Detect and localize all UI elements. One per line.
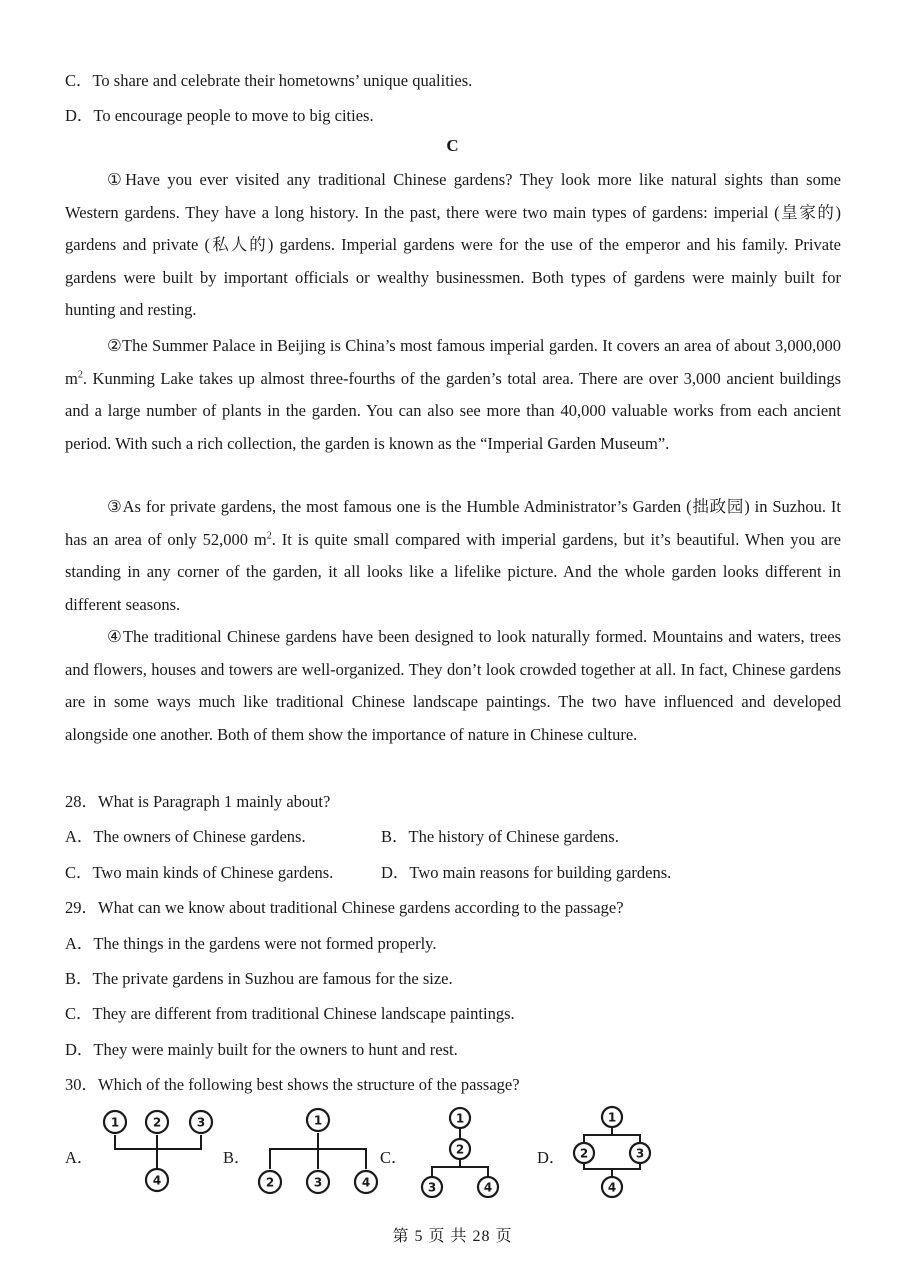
diagram-d-node-3 (630, 1143, 650, 1163)
q29-stem: 29．What can we know about traditional Chinese gardens according to the passage? (65, 898, 624, 917)
paragraph-1: ①Have you ever visited any traditional Chinese gardens? They look more like natural sights than some Western gardens. They have a long history. In the past, there were two main types of gardens: imperial (皇家的) gardens and private (私人的) gardens. Imperial gardens were for the use of the emperor and his family. Private gardens were built by important officials or wealthy businessmen. Both types of gardens were mainly built for hunting and resting. (65, 170, 841, 320)
paragraph-2-text-b: . Kunming Lake takes up almost three-fourths of the garden’s total area. There are over 3,000 ancient buildings and a large number of plants in the garden. You can also see more than 40,000 valuable works from each ancient period. With such a rich collection, the garden is known as the “Imperial Garden Museum”. (65, 368, 841, 453)
diagram-a-node-3 (190, 1111, 212, 1133)
q28-option-b: B．The history of Chinese gardens. (381, 827, 619, 846)
diagram-b-node-4 (355, 1171, 377, 1193)
q28-stem: 28．What is Paragraph 1 mainly about? (65, 792, 331, 811)
paragraph-2 (65, 330, 841, 460)
svg-text:2: 2 (455, 1142, 465, 1157)
paragraph-3-text-a: ③As for private gardens, the most famous one is the Humble Administrator’s Garden (拙政园) in Suzhou. It has an area of only 52,000 m (65, 497, 841, 549)
q29-option-a: A．The things in the gardens were not formed properly. (65, 934, 437, 953)
q28-option-a: A．The owners of Chinese gardens. (65, 827, 306, 846)
q30-label-d: D． (537, 1148, 566, 1167)
diagram-c-node-4 (478, 1177, 498, 1197)
paragraph-3 (65, 491, 841, 621)
prev-option-d: D．To encourage people to move to big cities. (65, 106, 374, 125)
svg-text:4: 4 (361, 1175, 371, 1190)
q28-option-d: D．Two main reasons for building gardens. (381, 863, 672, 882)
paragraph-3-sup: 2 (266, 530, 272, 542)
svg-text:1: 1 (607, 1110, 617, 1125)
paragraph-2-text-a: ②The Summer Palace in Beijing is China’s most famous imperial garden. It covers an area of about 3,000,000 m (65, 336, 841, 388)
q30-label-a: A． (65, 1148, 94, 1167)
structure-diagram-c (418, 1103, 518, 1208)
svg-text:3: 3 (427, 1180, 437, 1195)
q30-label-b: B． (223, 1148, 251, 1167)
structure-diagram-b (252, 1103, 382, 1203)
q29-option-c: C．They are different from traditional Chinese landscape paintings. (65, 1004, 515, 1023)
svg-text:2: 2 (152, 1115, 162, 1130)
paragraph-4: ④The traditional Chinese gardens have been designed to look naturally formed. Mountains and waters, trees and flowers, houses and towers are well-organized. They don’t look crowded together at all. In fact, Chinese gardens are in some ways much like traditional Chinese landscape paintings. The two have influenced and developed alongside one another. Both of them show the importance of nature in Chinese culture. (65, 627, 841, 744)
prev-option-c: C．To share and celebrate their hometowns’ unique qualities. (65, 71, 473, 90)
svg-text:1: 1 (110, 1115, 120, 1130)
section-title: C (446, 136, 459, 155)
q30-label-c: C． (380, 1148, 408, 1167)
paragraph-2-sup: 2 (77, 369, 83, 381)
diagram-d-node-2 (574, 1143, 594, 1163)
svg-text:4: 4 (152, 1173, 162, 1188)
q29-option-b: B．The private gardens in Suzhou are famous for the size. (65, 969, 453, 988)
page-footer: 第 5 页 共 28 页 (392, 1228, 513, 1245)
diagram-b-node-1 (307, 1109, 329, 1131)
diagram-d-node-4 (602, 1177, 622, 1197)
diagram-b-node-2 (259, 1171, 281, 1193)
svg-text:3: 3 (635, 1146, 645, 1161)
diagram-a-node-1 (104, 1111, 126, 1133)
svg-text:1: 1 (313, 1113, 323, 1128)
structure-diagram-a (95, 1103, 225, 1203)
q28-option-c: C．Two main kinds of Chinese gardens. (65, 863, 334, 882)
diagram-a-node-4 (146, 1169, 168, 1191)
q30-stem: 30．Which of the following best shows the structure of the passage? (65, 1075, 520, 1094)
diagram-c-node-3 (422, 1177, 442, 1197)
svg-text:2: 2 (265, 1175, 275, 1190)
svg-text:4: 4 (483, 1180, 493, 1195)
svg-text:4: 4 (607, 1180, 617, 1195)
svg-text:2: 2 (579, 1146, 589, 1161)
structure-diagram-d (570, 1103, 670, 1208)
diagram-c-node-1 (450, 1108, 470, 1128)
q29-option-d: D．They were mainly built for the owners to hunt and rest. (65, 1040, 458, 1059)
svg-text:1: 1 (455, 1111, 465, 1126)
svg-text:3: 3 (196, 1115, 206, 1130)
svg-text:3: 3 (313, 1175, 323, 1190)
diagram-b-node-3 (307, 1171, 329, 1193)
diagram-a-node-2 (146, 1111, 168, 1133)
paragraph-3-text-b: . It is quite small compared with imperial gardens, but it’s beautiful. When you are standing in any corner of the garden, it all looks like a lifelike picture. And the whole garden looks different in different seasons. (65, 529, 841, 614)
diagram-c-node-2 (450, 1139, 470, 1159)
diagram-d-node-1 (602, 1107, 622, 1127)
